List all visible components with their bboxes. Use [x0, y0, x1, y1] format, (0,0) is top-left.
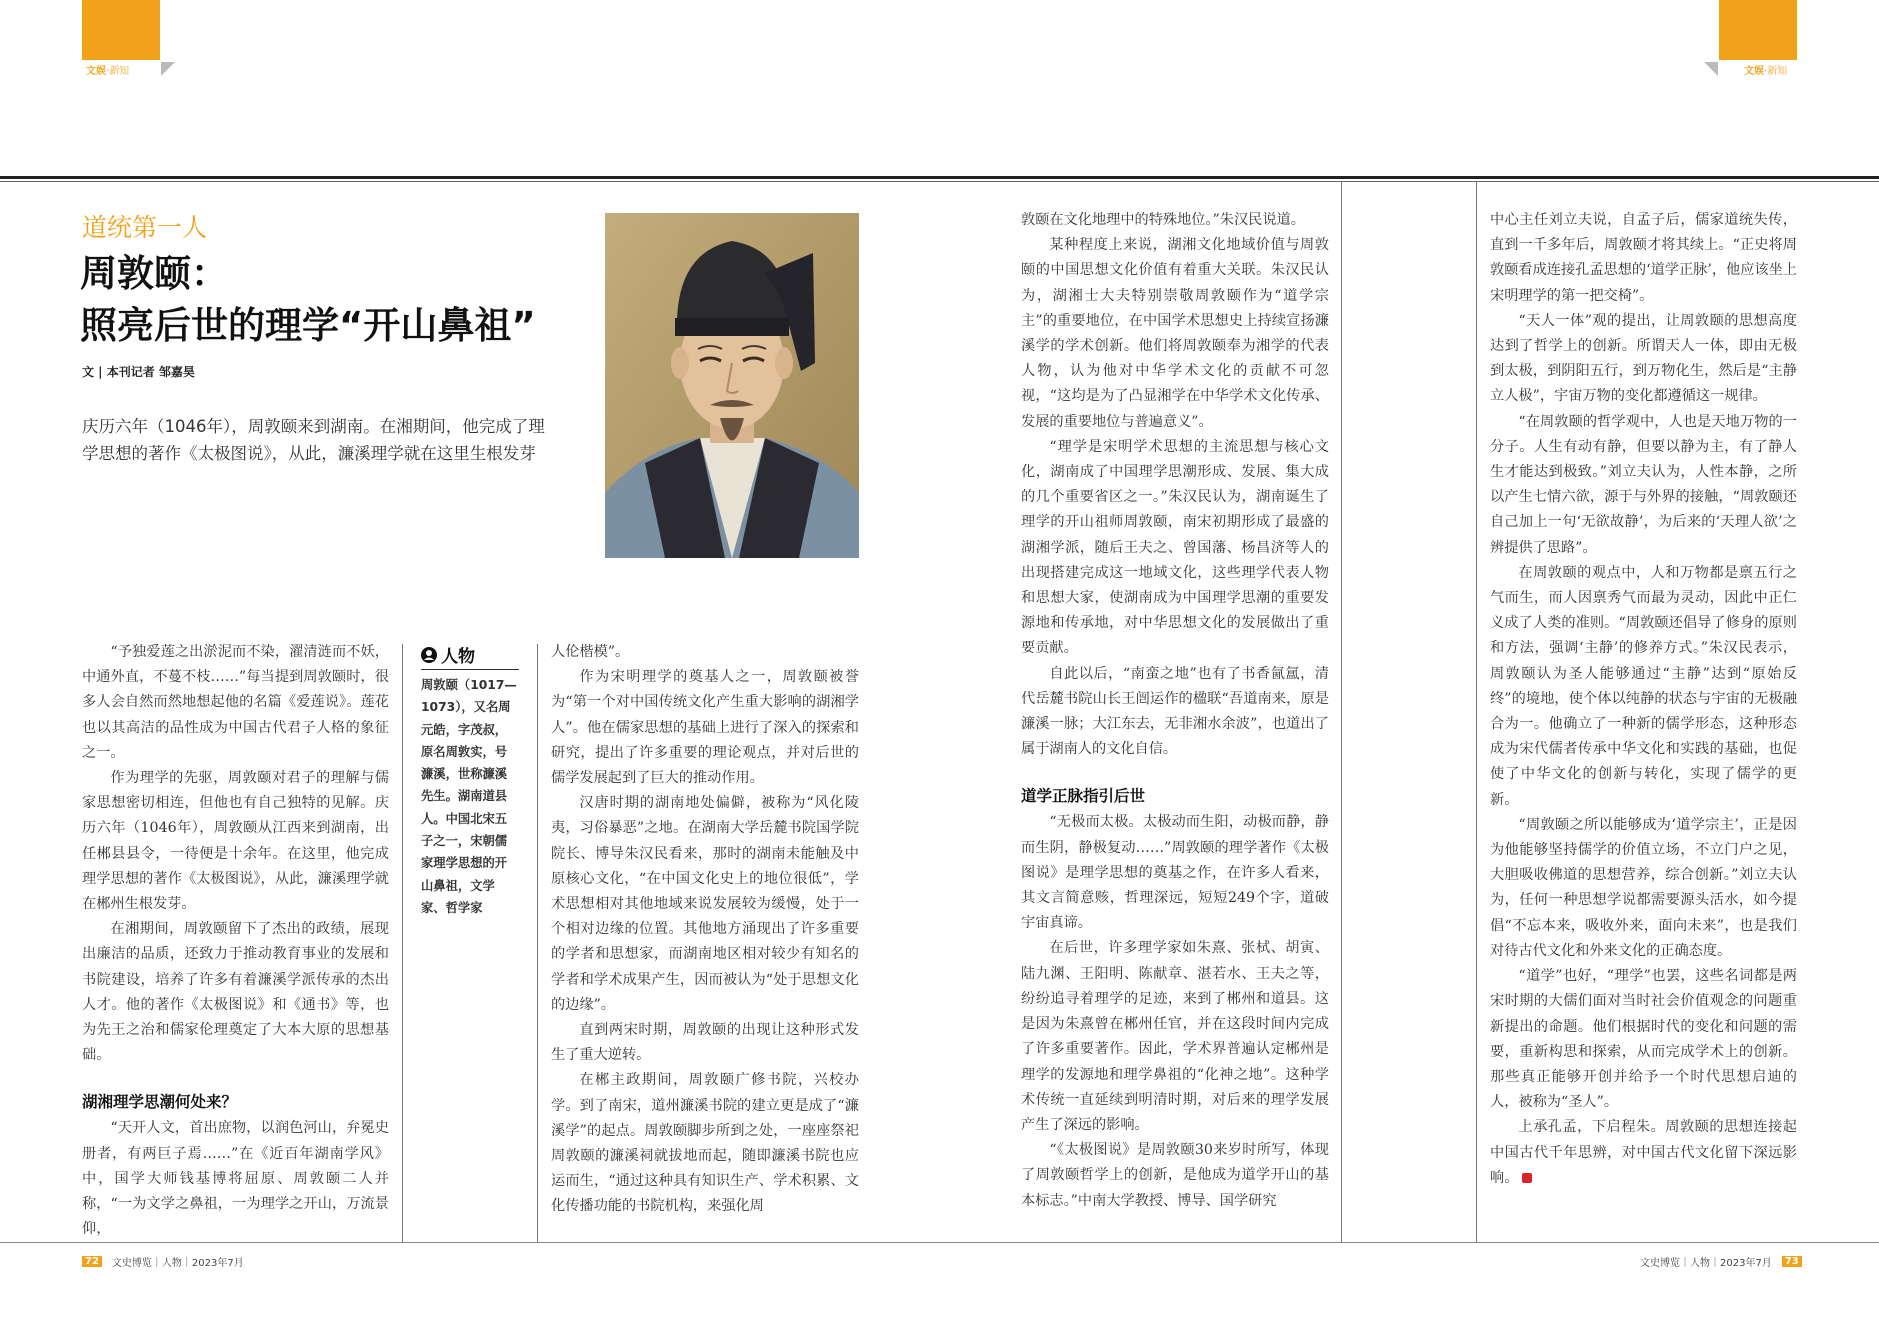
column-3 — [1021, 208, 1329, 1214]
body-paragraph: “理学是宋明学术思想的主流思想与核心文化，湖南成了中国理学思潮形成、发展、集大成的几个重要省区之一。”朱汉民认为，湖南诞生了理学的开山祖师周敦颐，南宋初期形成了最盛的湖湘学派，随后王夫之、曾国藩、杨昌济等人的出现搭建完成这一地域文化，这些理学代表人物和思想大家，使湖南成为中国理学思潮的重要发源地和传承地，对中华思想文化的发展做出了重要贡献。 — [1021, 438, 1329, 657]
body-paragraph: 直到两宋时期，周敦颐的出现让这种形式发生了重大逆转。 — [551, 1022, 859, 1064]
sidebar-text: 周敦颐（1017—1073），又名周元皓，字茂叔，原名周敦实，号濂溪，世称濂溪先生。湖南道县人。中国北宋五子之一，宋朝儒家理学思想的开山鼻祖，文学家、哲学家 — [421, 678, 517, 915]
title-line-2: 照亮后世的理学“开山鼻祖” — [80, 304, 536, 347]
sidebar-header — [421, 642, 519, 670]
section-separator: · — [106, 66, 110, 77]
header-tab-left — [82, 0, 160, 60]
top-rule-thick — [0, 176, 1879, 179]
column-4 — [1490, 208, 1797, 1191]
body-paragraph: “道学”也好，“理学”也罢，这些名词都是两宋时期的大儒们面对当时社会价值观念的问题重新提出的命题。他们根据时代的变化和问题的需要，重新构思和探索，从而完成学术上的创新。那些真正能够开创并给予一个时代思想启迪的人，被称为“圣人”。 — [1490, 968, 1797, 1111]
body-paragraph: 敦颐在文化地理中的特殊地位。”朱汉民说道。 — [1021, 212, 1305, 228]
column-divider — [402, 644, 403, 1242]
corner-triangle-left — [161, 62, 175, 76]
page-number: 72 — [82, 1256, 102, 1267]
corner-triangle-right — [1704, 62, 1718, 76]
column-1 — [82, 640, 389, 1242]
section-name: 文娱 — [1744, 66, 1764, 77]
header-tab-right — [1719, 0, 1797, 60]
top-rule-thin — [0, 181, 1879, 182]
page-number: 73 — [1782, 1256, 1802, 1267]
body-paragraph: “在周敦颐的哲学观中，人也是天地万物的一分子。人生有动有静，但要以静为主，有了静人生才能达到极致。”刘立夫认为，人性本静，之所以产生七情六欲，源于与外界的接触，“周敦颐还自己加上一句‘无欲故静’，为后来的‘天理人欲’之辨提供了思路”。 — [1490, 413, 1797, 556]
section-label-right — [1744, 62, 1787, 77]
footer-left — [82, 1254, 244, 1269]
body-paragraph: 自此以后，“南蛮之地”也有了书香氤氲，清代岳麓书院山长王闿运作的楹联“吾道南来，原是濂溪一脉；大江东去，无非湘水余波”，也道出了属于湖南人的文化自信。 — [1021, 665, 1329, 758]
article-title — [80, 248, 536, 352]
bottom-rule — [0, 1242, 1879, 1243]
section-heading: 湖湘理学思潮何处来？ — [82, 1093, 238, 1112]
end-mark-icon — [1522, 1173, 1532, 1183]
body-paragraph: “予独爱莲之出淤泥而不染，濯清涟而不妖，中通外直，不蔓不枝……”每当提到周敦颐时，很多人会自然而然地想起他的名篇《爱莲说》。莲花也以其高洁的品性成为中国古代君子人格的象征之一。 — [82, 644, 389, 761]
sidebar-profile — [421, 642, 519, 919]
body-paragraph: 在湘期间，周敦颐留下了杰出的政绩，展现出廉洁的品质，还致力于推动教育事业的发展和书院建设，培养了许多有着濂溪学派传承的杰出人才。他的著作《太极图说》和《通书》等，也为先王之治和儒家伦理奠定了大本大原的思想基础。 — [82, 921, 389, 1064]
body-paragraph — [1490, 1115, 1797, 1191]
section-sub: 新知 — [1767, 66, 1788, 77]
title-line-1: 周敦颐： — [80, 252, 228, 295]
body-paragraph: “天开人文，首出庶物，以润色河山，弁冕史册者，有两巨子焉……”在《近百年湖南学风》中，国学大师钱基博将屈原、周敦颐二人并称，“一为文学之鼻祖，一为理学之开山，万流景仰， — [82, 1120, 389, 1238]
body-paragraph: 作为宋明理学的奠基人之一，周敦颐被誉为“第一个对中国传统文化产生重大影响的湖湘学人”。他在儒家思想的基础上进行了深入的探索和研究，提出了许多重要的理论观点，并对后世的儒学发展起到了巨大的推动作用。 — [551, 669, 859, 787]
body-paragraph: 在周敦颐的观点中，人和万物都是禀五行之气而生，而人因禀秀气而最为灵动，因此中正仁义成了人类的准则。“周敦颐还倡导了修身的原则和方法，强调‘主静’的修养方式。”朱汉民表示，周敦颐认为圣人能够通过“主静”达到“原始反终”的境地，使个体以纯静的状态与宇宙的无极融合为一。他确立了一种新的儒学形态，这种形态成为宋代儒者传承中华文化和实践的基础，也促使了中华文化的创新与转化，实现了儒学的更新。 — [1490, 564, 1797, 808]
section-name: 文娱 — [86, 66, 106, 77]
body-paragraph: 在郴主政期间，周敦颐广修书院，兴校办学。到了南宋，道州濂溪书院的建立更是成了“濂溪学”的起点。周敦颐脚步所到之处，一座座祭祀周敦颐的濂溪祠就拔地而起，随即濂溪书院也应运而生，“通过这种具有知识生产、学术积累、文化传播功能的书院机构，来强化周 — [551, 1072, 859, 1215]
column-divider — [1476, 182, 1477, 1242]
footer-right — [1640, 1254, 1802, 1269]
body-paragraph: “天人一体”观的提出，让周敦颐的思想高度达到了哲学上的创新。所谓天人一体，即由无极到太极，到阴阳五行，到万物化生，然后是“主静立人极”，宇宙万物的变化都遵循这一规律。 — [1490, 312, 1797, 405]
section-separator: · — [1764, 66, 1768, 77]
portrait-image — [605, 213, 859, 558]
footer-text: 文史博览｜人物｜2023年7月 — [111, 1258, 244, 1269]
section-heading: 道学正脉指引后世 — [1021, 787, 1146, 806]
closing-paragraph-text: 上承孔孟，下启程朱。周敦颐的思想连接起中国古代千年思辨，对中国古代文化留下深远影响。 — [1490, 1119, 1797, 1186]
person-icon — [421, 647, 437, 663]
section-sub: 新知 — [109, 66, 130, 77]
byline: 文 | 本刊记者 邹嘉昊 — [82, 365, 195, 379]
body-paragraph: “《太极图说》是周敦颐30来岁时所写，体现了周敦颐哲学上的创新，是他成为道学开山的基本标志。”中南大学教授、博导、国学研究 — [1021, 1142, 1329, 1209]
article-kicker: 道统第一人 — [82, 213, 208, 242]
body-paragraph: 某种程度上来说，湖湘文化地域价值与周敦颐的中国思想文化价值有着重大关联。朱汉民认为，湖湘士大夫特别崇敬周敦颐作为“道学宗主”的重要地位，在中国学术思想史上持续宣扬濂溪学的学术创新。他们将周敦颐奉为湘学的代表人物，认为他对中华学术文化的贡献不可忽视，“这均是为了凸显湘学在中华学术文化传承、发展的重要地位与普遍意义”。 — [1021, 237, 1329, 430]
portrait-illustration — [605, 213, 859, 558]
body-paragraph: 中心主任刘立夫说，自孟子后，儒家道统失传，直到一千多年后，周敦颐才将其续上。“正史将周敦颐看成连接孔孟思想的‘道学正脉’，他应该坐上宋明理学的第一把交椅”。 — [1490, 212, 1797, 304]
column-divider — [537, 644, 538, 1242]
column-divider — [1341, 182, 1342, 1242]
lead-paragraph: 庆历六年（1046年），周敦颐来到湖南。在湘期间，他完成了理学思想的著作《太极图说》，从此，濂溪理学就在这里生根发芽 — [82, 417, 545, 463]
footer-text: 文史博览｜人物｜2023年7月 — [1640, 1258, 1772, 1269]
body-paragraph: “周敦颐之所以能够成为‘道学宗主’，正是因为他能够坚持儒学的价值立场，不立门户之见，大胆吸收佛道的思想营养，综合创新。”刘立夫认为，任何一种思想学说都需要源头活水，如今提倡“不忘本来，吸收外来，面向未来”，也是我们对待古代文化和外来文化的正确态度。 — [1490, 816, 1797, 959]
section-label-left — [86, 62, 129, 77]
body-paragraph: 在后世，许多理学家如朱熹、张栻、胡寅、陆九渊、王阳明、陈献章、湛若水、王夫之等，纷纷追寻着理学的足迹，来到了郴州和道县。这是因为朱熹曾在郴州任官，并在这段时间内完成了许多重要著作。因此，学术界普遍认定郴州是理学的发源地和理学鼻祖的“化神之地”。这种学术传统一直延续到明清时期，对后来的理学发展产生了深远的影响。 — [1021, 940, 1329, 1133]
body-paragraph: 作为理学的先驱，周敦颐对君子的理解与儒家思想密切相连，但他也有自己独特的见解。庆历六年（1046年），周敦颐从江西来到湖南，出任郴县县令，一待便是十余年。在这里，他完成理学思想的著作《太极图说》，从此，濂溪理学就在郴州生根发芽。 — [82, 770, 389, 913]
body-paragraph: “无极而太极。太极动而生阳，动极而静，静而生阴，静极复动……”周敦颐的理学著作《太极图说》是理学思想的奠基之作，在许多人看来，其文言简意赅，哲理深远，短短249个字，道破宇宙真谛。 — [1021, 814, 1329, 932]
body-paragraph: 汉唐时期的湖南地处偏僻，被称为“风化陵夷，习俗暴恶”之地。在湖南大学岳麓书院国学院院长、博导朱汉民看来，那时的湖南未能触及中原核心文化，“在中国文化史上的地位很低”，学术思想相对其他地域来说发展较为缓慢，处于一个相对边缘的位置。其他地方涌现出了许多重要的学者和思想家，而湖南地区相对较少有知名的学者和学术成果产生，因而被认为“处于思想文化的边缘”。 — [551, 795, 859, 1013]
sidebar-heading: 人物 — [441, 647, 475, 667]
column-2 — [551, 640, 859, 1220]
body-paragraph: 人伦楷模”。 — [551, 644, 630, 660]
